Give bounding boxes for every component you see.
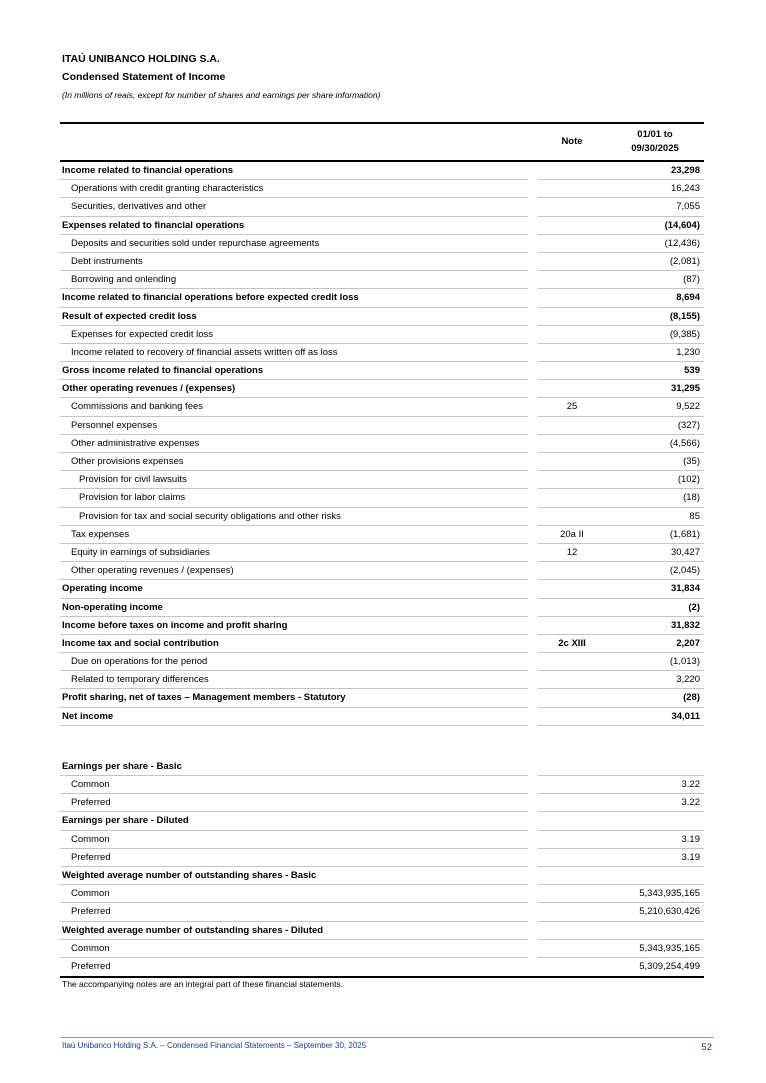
- table-row: [60, 544, 704, 562]
- table-row: [60, 812, 704, 830]
- table-row: [60, 617, 704, 635]
- row-value: 5,343,935,165: [639, 942, 700, 954]
- row-label: Weighted average number of outstanding shares - Basic: [62, 869, 317, 881]
- row-value: (2): [688, 601, 700, 613]
- row-label: Preferred: [71, 906, 111, 918]
- table-row: [60, 671, 704, 689]
- row-value: 34,011: [671, 710, 700, 722]
- table-row: [60, 162, 704, 180]
- row-value: 3.19: [681, 833, 700, 845]
- row-value: (9,385): [669, 328, 700, 340]
- table-row: [60, 362, 704, 380]
- table-row: [60, 653, 704, 671]
- column-header-period: [610, 128, 700, 156]
- row-label: Other operating revenues / (expenses): [62, 383, 236, 395]
- row-value: (87): [683, 274, 700, 286]
- row-value: (18): [683, 492, 700, 504]
- table-row: [60, 794, 704, 812]
- row-label: Income tax and social contribution: [62, 637, 219, 649]
- table-row: [60, 708, 704, 726]
- row-label: Earnings per share - Diluted: [62, 815, 189, 827]
- row-note: 2c XIII: [558, 637, 586, 649]
- row-value: 2,207: [676, 637, 700, 649]
- row-note: 20a II: [560, 528, 584, 540]
- table-row: [60, 885, 704, 903]
- row-value: (35): [683, 456, 700, 467]
- row-value: 5,210,630,426: [639, 906, 700, 918]
- row-label: Income before taxes on income and profit sharing: [62, 619, 288, 631]
- row-label: Debt instruments: [71, 255, 143, 267]
- statement-title: Condensed Statement of Income: [62, 71, 226, 83]
- row-label: Related to temporary differences: [71, 674, 209, 686]
- row-label: Income related to financial operations: [62, 165, 234, 176]
- table-row: [60, 198, 704, 216]
- row-label: Common: [71, 833, 110, 845]
- table-row: [60, 867, 704, 885]
- row-value: 1,230: [676, 346, 700, 358]
- row-label: Preferred: [71, 960, 111, 972]
- row-label: Weighted average number of outstanding shares - Diluted: [62, 924, 324, 936]
- row-label: Commissions and banking fees: [71, 401, 204, 413]
- row-value: (4,566): [669, 437, 700, 449]
- row-label: Securities, derivatives and other: [71, 201, 207, 213]
- table-row: [60, 831, 704, 849]
- row-label: Other administrative expenses: [71, 437, 200, 449]
- row-value: 9,522: [676, 401, 700, 413]
- period-line-2: 09/30/2025: [631, 143, 679, 154]
- table-row: [60, 344, 704, 362]
- table-row: [60, 903, 704, 921]
- row-label: Provision for civil lawsuits: [79, 474, 187, 486]
- table-row: [60, 508, 704, 526]
- column-header-note: Note: [561, 136, 583, 147]
- earnings-per-share-rows: [60, 758, 704, 976]
- table-header: [60, 124, 704, 162]
- row-label: Due on operations for the period: [71, 656, 208, 668]
- table-row: [60, 526, 704, 544]
- row-value: (102): [677, 474, 700, 486]
- row-value: (2,045): [669, 565, 700, 577]
- row-value: 539: [684, 365, 700, 377]
- row-value: (8,155): [669, 310, 700, 322]
- row-label: Preferred: [71, 797, 111, 809]
- row-divider-value: [538, 725, 704, 726]
- table-row: [60, 599, 704, 617]
- table-row: [60, 489, 704, 507]
- row-value: (14,604): [664, 219, 700, 231]
- row-value: 31,834: [670, 583, 700, 595]
- table-row: [60, 235, 704, 253]
- table-row: [60, 417, 704, 435]
- row-label: Expenses related to financial operations: [62, 219, 245, 231]
- row-value: 5,343,935,165: [639, 888, 700, 900]
- row-label: Equity in earnings of subsidiaries: [71, 546, 210, 558]
- footer-text: Itaú Unibanco Holding S.A. – Condensed Financial Statements – September 30, 2025: [62, 1041, 367, 1050]
- row-label: Earnings per share - Basic: [62, 760, 182, 772]
- row-value: 31,832: [670, 619, 700, 631]
- row-value: (1,681): [669, 528, 700, 540]
- row-value: 23,298: [670, 165, 700, 176]
- row-value: 85: [689, 510, 700, 522]
- period-line-1: 01/01 to: [637, 129, 673, 140]
- table-row: [60, 289, 704, 307]
- statement-rows: [60, 162, 704, 726]
- row-value: 3.22: [681, 797, 700, 809]
- row-label: Borrowing and onlending: [71, 274, 177, 286]
- row-label: Tax expenses: [71, 528, 130, 540]
- row-note: 25: [566, 401, 578, 413]
- section-gap: [60, 726, 704, 758]
- row-label: Net income: [62, 710, 114, 722]
- row-label: Other operating revenues / (expenses): [71, 565, 234, 577]
- row-label: Non-operating income: [62, 601, 163, 613]
- row-label: Gross income related to financial operations: [62, 365, 264, 377]
- table-bottom-rule: [60, 976, 704, 978]
- row-value: 31,295: [670, 383, 700, 395]
- row-label: Preferred: [71, 851, 111, 863]
- row-label: Other provisions expenses: [71, 456, 184, 467]
- table-row: [60, 849, 704, 867]
- table-row: [60, 940, 704, 958]
- company-name: ITAÚ UNIBANCO HOLDING S.A.: [62, 53, 220, 65]
- row-value: 3,220: [676, 674, 700, 686]
- row-label: Operations with credit granting characteristics: [71, 183, 264, 195]
- row-value: 3.22: [681, 779, 700, 790]
- row-value: 7,055: [676, 201, 700, 213]
- table-row: [60, 180, 704, 198]
- table-row: [60, 689, 704, 707]
- table-row: [60, 453, 704, 471]
- table-row: [60, 271, 704, 289]
- row-label: Common: [71, 942, 110, 954]
- table-row: [60, 380, 704, 398]
- page-number: 52: [701, 1042, 712, 1053]
- table-row: [60, 326, 704, 344]
- row-label: Common: [71, 779, 110, 790]
- row-label: Common: [71, 888, 110, 900]
- row-label: Profit sharing, net of taxes – Management members - Statutory: [62, 692, 346, 704]
- row-label: Income related to financial operations before expected credit loss: [62, 292, 359, 304]
- table-row: [60, 562, 704, 580]
- table-row: [60, 922, 704, 940]
- table-row: [60, 435, 704, 453]
- row-value: (28): [683, 692, 700, 704]
- row-label: Provision for tax and social security obligations and other risks: [79, 510, 341, 522]
- table-row: [60, 253, 704, 271]
- income-statement-table: [60, 122, 704, 978]
- row-label: Operating income: [62, 583, 143, 595]
- table-row: [60, 308, 704, 326]
- statement-subtitle: (In millions of reais, except for number of shares and earnings per share information): [62, 90, 381, 100]
- row-divider-label: [60, 725, 528, 726]
- row-value: (327): [677, 419, 700, 431]
- table-row: [60, 758, 704, 776]
- row-value: (12,436): [664, 237, 700, 249]
- table-row: [60, 635, 704, 653]
- table-row: [60, 217, 704, 235]
- row-value: 30,427: [670, 546, 700, 558]
- footer-divider: [60, 1037, 714, 1038]
- footnote: The accompanying notes are an integral part of these financial statements.: [62, 979, 344, 989]
- row-label: Result of expected credit loss: [62, 310, 197, 322]
- row-label: Expenses for expected credit loss: [71, 328, 214, 340]
- table-row: [60, 471, 704, 489]
- row-label: Deposits and securities sold under repurchase agreements: [71, 237, 320, 249]
- row-value: (2,081): [669, 255, 700, 267]
- row-value: 3.19: [681, 851, 700, 863]
- row-note: 12: [566, 546, 578, 558]
- row-label: Provision for labor claims: [79, 492, 186, 504]
- table-row: [60, 958, 704, 976]
- row-value: (1,013): [669, 656, 700, 668]
- table-row: [60, 398, 704, 416]
- table-row: [60, 776, 704, 794]
- row-value: 5,309,254,499: [639, 960, 700, 972]
- row-label: Income related to recovery of financial assets written off as loss: [71, 346, 338, 358]
- table-row: [60, 580, 704, 598]
- row-value: 8,694: [676, 292, 700, 304]
- row-label: Personnel expenses: [71, 419, 158, 431]
- row-value: 16,243: [670, 183, 700, 195]
